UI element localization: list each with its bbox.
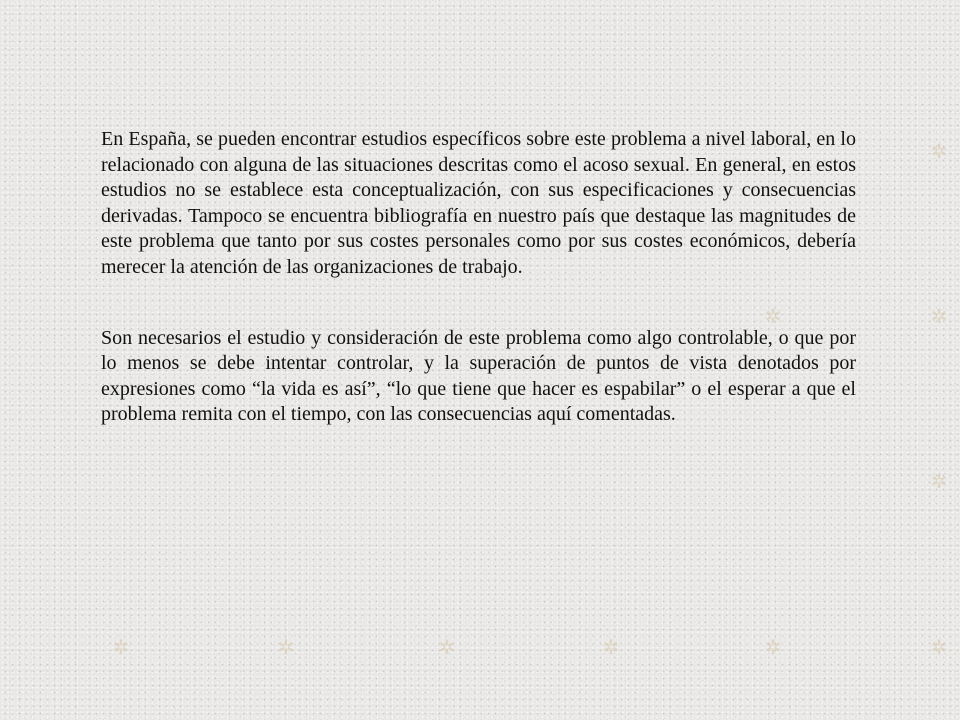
paragraph-1: En España, se pueden encontrar estudios específicos sobre este problema a nivel laboral, en lo relacionado con alguna de las situaciones descritas como el acoso sexual. En general, en estos estudios no se establece esta conceptualización, con sus especificaciones y consecuencias derivadas. Tampoco se encuentra bibliografía en nuestro país que destaque las magnitudes de este problema que tanto por sus costes personales como por sus costes económicos, debería merecer la atención de las organizaciones de trabajo.	[101, 128, 856, 278]
background-star-icon: ✲	[438, 635, 456, 659]
background-star-icon: ✲	[602, 635, 620, 659]
paragraph-2: Son necesarios el estudio y consideración de este problema como algo controlable, o que por lo menos se debe intentar controlar, y la superación de puntos de vista denotados por expresiones como “la vida es así”, “lo que tiene que hacer es espabilar” o el esperar a que el problema remita con el tiempo, con las consecuencias aquí comentadas.	[101, 326, 856, 426]
background-star-icon: ✲	[112, 635, 130, 659]
background-star-icon: ✲	[930, 635, 948, 659]
background-star-icon: ✲	[277, 635, 295, 659]
background-star-icon: ✲	[764, 304, 782, 328]
slide-body	[101, 127, 856, 428]
background-star-icon: ✲	[764, 635, 782, 659]
background-star-icon: ✲	[930, 139, 948, 163]
background-star-icon: ✲	[930, 469, 948, 493]
background-star-icon: ✲	[930, 304, 948, 328]
